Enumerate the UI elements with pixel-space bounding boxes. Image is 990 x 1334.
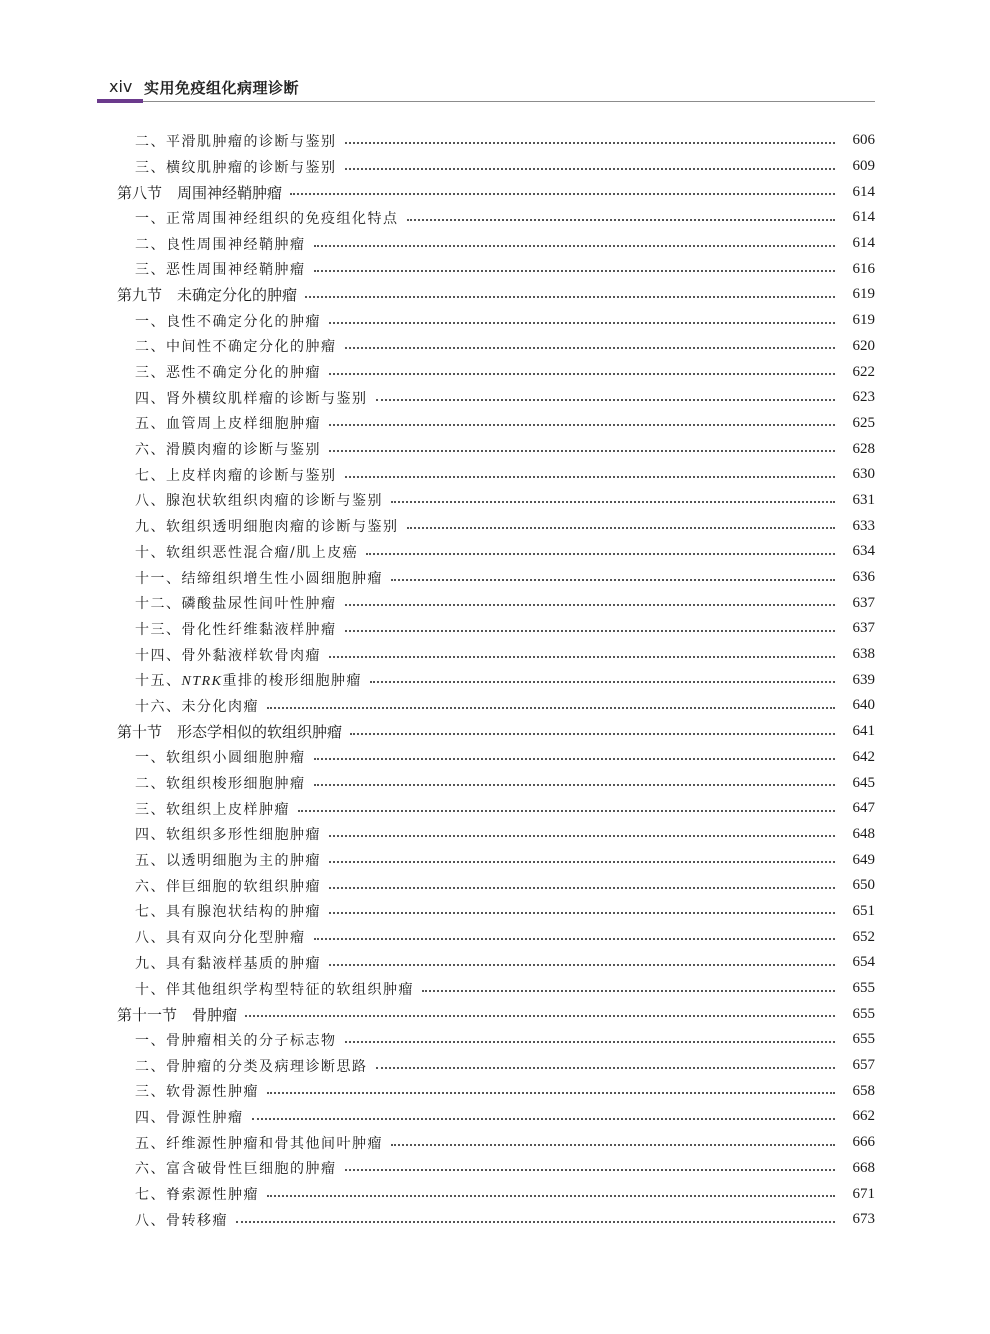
toc-entry-label: 四、肾外横纹肌样瘤的诊断与鉴别 (117, 388, 376, 408)
toc-entry-label: 四、软组织多形性细胞肿瘤 (117, 824, 329, 844)
toc-entry-label: 二、良性周围神经鞘肿瘤 (117, 234, 314, 254)
dot-leader (245, 1015, 835, 1017)
toc-subsection-entry[interactable] (117, 513, 875, 539)
toc-entry-label: 六、伴巨细胞的软组织肿瘤 (117, 876, 329, 896)
toc-page-number: 654 (852, 954, 875, 971)
toc-subsection-entry[interactable] (117, 436, 875, 462)
toc-subsection-entry[interactable] (117, 1053, 875, 1079)
toc-subsection-entry[interactable] (117, 1027, 875, 1053)
dot-leader (329, 835, 835, 837)
toc-subsection-entry[interactable] (117, 899, 875, 925)
table-of-contents (0, 128, 990, 1233)
toc-section-entry[interactable] (117, 719, 875, 745)
toc-subsection-entry[interactable] (117, 693, 875, 719)
dot-leader (236, 1221, 835, 1223)
toc-entry-label: 十一、结缔组织增生性小圆细胞肿瘤 (117, 568, 391, 588)
toc-page-number: 614 (852, 235, 875, 252)
dot-leader (329, 450, 835, 452)
toc-entry-label: 八、具有双向分化型肿瘤 (117, 927, 314, 947)
toc-section-entry[interactable] (117, 1001, 875, 1027)
dot-leader (314, 758, 836, 760)
toc-entry-label: 七、具有腺泡状结构的肿瘤 (117, 901, 329, 921)
toc-subsection-entry[interactable] (117, 976, 875, 1002)
toc-entry-label: 十、软组织恶性混合瘤/肌上皮癌 (117, 542, 366, 562)
toc-page-number: 616 (852, 260, 875, 277)
toc-page-number: 623 (852, 389, 875, 406)
toc-page-number: 634 (852, 543, 875, 560)
toc-subsection-entry[interactable] (117, 359, 875, 385)
toc-entry-label: 三、横纹肌肿瘤的诊断与鉴别 (117, 157, 345, 177)
dot-leader (329, 373, 835, 375)
dot-leader (329, 861, 835, 863)
toc-entry-label (117, 670, 370, 690)
dot-leader (267, 707, 835, 709)
toc-subsection-entry[interactable] (117, 411, 875, 437)
toc-subsection-entry[interactable] (117, 590, 875, 616)
toc-page-number: 630 (852, 466, 875, 483)
toc-subsection-entry[interactable] (117, 924, 875, 950)
toc-entry-label: 十三、骨化性纤维黏液样肿瘤 (117, 619, 345, 639)
toc-subsection-entry[interactable] (117, 256, 875, 282)
dot-leader (298, 810, 835, 812)
toc-page-number: 671 (852, 1185, 875, 1202)
toc-entry-label: 三、软骨源性肿瘤 (117, 1081, 267, 1101)
dot-leader (290, 193, 835, 195)
toc-page-number: 640 (852, 697, 875, 714)
toc-subsection-entry[interactable] (117, 128, 875, 154)
dot-leader (345, 630, 836, 632)
toc-entry-label: 九、软组织透明细胞肉瘤的诊断与鉴别 (117, 516, 407, 536)
dot-leader (391, 579, 835, 581)
toc-page-number: 668 (852, 1159, 875, 1176)
toc-page-number: 650 (852, 877, 875, 894)
dot-leader (391, 1144, 835, 1146)
dot-leader (345, 476, 836, 478)
toc-entry-label: 第十一节 骨肿瘤 (117, 1004, 245, 1025)
toc-subsection-entry[interactable] (117, 1181, 875, 1207)
toc-entry-label: 五、纤维源性肿瘤和骨其他间叶肿瘤 (117, 1133, 391, 1153)
dot-leader (370, 681, 835, 683)
toc-subsection-entry[interactable] (117, 873, 875, 899)
toc-entry-label: 一、良性不确定分化的肿瘤 (117, 311, 329, 331)
toc-entry-label: 第九节 未确定分化的肿瘤 (117, 284, 305, 305)
dot-leader (329, 964, 835, 966)
toc-subsection-entry[interactable] (117, 1207, 875, 1233)
toc-entry-label: 七、上皮样肉瘤的诊断与鉴别 (117, 465, 345, 485)
dot-leader (345, 168, 836, 170)
toc-page-number: 628 (852, 440, 875, 457)
toc-subsection-entry[interactable] (117, 745, 875, 771)
dot-leader (305, 296, 835, 298)
dot-leader (314, 245, 836, 247)
toc-page-number: 622 (852, 363, 875, 380)
toc-page-number: 642 (852, 748, 875, 765)
toc-section-entry[interactable] (117, 282, 875, 308)
toc-entry-label-italic: NTRK (181, 674, 223, 690)
dot-leader (314, 270, 836, 272)
toc-page-number: 619 (852, 312, 875, 329)
toc-page-number: 673 (852, 1211, 875, 1228)
toc-entry-label: 九、具有黏液样基质的肿瘤 (117, 953, 329, 973)
toc-page-number: 647 (852, 800, 875, 817)
dot-leader (422, 990, 835, 992)
dot-leader (350, 733, 835, 735)
dot-leader (376, 1067, 836, 1069)
dot-leader (407, 219, 836, 221)
book-title: 实用免疫组化病理诊断 (144, 79, 300, 97)
toc-page-number: 614 (852, 183, 875, 200)
toc-entry-label: 二、平滑肌肿瘤的诊断与鉴别 (117, 131, 345, 151)
toc-subsection-entry[interactable] (117, 231, 875, 257)
toc-subsection-entry[interactable] (117, 616, 875, 642)
toc-page-number: 609 (852, 158, 875, 175)
dot-leader (329, 656, 835, 658)
toc-page-number: 662 (852, 1108, 875, 1125)
toc-page-number: 620 (852, 337, 875, 354)
toc-entry-label: 二、软组织梭形细胞肿瘤 (117, 773, 314, 793)
toc-page-number: 658 (852, 1082, 875, 1099)
dot-leader (329, 322, 835, 324)
dot-leader (407, 527, 836, 529)
toc-subsection-entry[interactable] (117, 1078, 875, 1104)
toc-page-number: 619 (852, 286, 875, 303)
toc-subsection-entry[interactable] (117, 488, 875, 514)
toc-page-number: 657 (852, 1057, 875, 1074)
toc-page-number: 641 (852, 723, 875, 740)
toc-subsection-entry[interactable] (117, 334, 875, 360)
toc-subsection-entry[interactable] (117, 950, 875, 976)
toc-subsection-entry[interactable] (117, 1104, 875, 1130)
toc-entry-label: 五、以透明细胞为主的肿瘤 (117, 850, 329, 870)
page-number: xiv (109, 77, 133, 96)
toc-page-number: 652 (852, 928, 875, 945)
toc-entry-label-suffix: 重排的梭形细胞肿瘤 (222, 673, 363, 690)
toc-entry-label: 十四、骨外黏液样软骨肉瘤 (117, 645, 329, 665)
toc-page-number: 648 (852, 825, 875, 842)
dot-leader (267, 1195, 835, 1197)
toc-page-number: 625 (852, 414, 875, 431)
dot-leader (391, 501, 835, 503)
toc-entry-label: 一、软组织小圆细胞肿瘤 (117, 747, 314, 767)
toc-entry-label: 六、富含破骨性巨细胞的肿瘤 (117, 1158, 345, 1178)
header-rule (143, 101, 875, 102)
toc-subsection-entry[interactable] (117, 205, 875, 231)
running-header (97, 72, 877, 102)
toc-entry-label: 十二、磷酸盐尿性间叶性肿瘤 (117, 593, 345, 613)
toc-entry-label: 六、滑膜肉瘤的诊断与鉴别 (117, 439, 329, 459)
dot-leader (314, 938, 836, 940)
toc-subsection-entry[interactable] (117, 462, 875, 488)
toc-entry-label: 十、伴其他组织学构型特征的软组织肿瘤 (117, 979, 422, 999)
toc-page-number: 606 (852, 132, 875, 149)
toc-entry-label: 一、正常周围神经组织的免疫组化特点 (117, 208, 407, 228)
toc-section-entry[interactable] (117, 179, 875, 205)
toc-subsection-entry[interactable] (117, 822, 875, 848)
dot-leader (252, 1118, 836, 1120)
toc-entry-label: 八、骨转移瘤 (117, 1210, 236, 1230)
toc-entry-label: 二、骨肿瘤的分类及病理诊断思路 (117, 1056, 376, 1076)
toc-entry-label: 八、腺泡状软组织肉瘤的诊断与鉴别 (117, 490, 391, 510)
header-accent-bar (97, 99, 143, 103)
toc-page-number: 631 (852, 491, 875, 508)
dot-leader (366, 553, 835, 555)
toc-entry-label: 十六、未分化肉瘤 (117, 696, 267, 716)
dot-leader (329, 424, 835, 426)
dot-leader (376, 399, 836, 401)
toc-page-number: 639 (852, 671, 875, 688)
toc-subsection-entry[interactable] (117, 1130, 875, 1156)
toc-entry-label: 四、骨源性肿瘤 (117, 1107, 252, 1127)
toc-subsection-entry[interactable] (117, 308, 875, 334)
toc-page-number: 655 (852, 1005, 875, 1022)
toc-page-number: 655 (852, 980, 875, 997)
dot-leader (314, 784, 836, 786)
dot-leader (345, 1169, 836, 1171)
dot-leader (345, 1041, 836, 1043)
toc-subsection-entry[interactable] (117, 154, 875, 180)
toc-subsection-entry[interactable] (117, 385, 875, 411)
toc-entry-label: 二、中间性不确定分化的肿瘤 (117, 336, 345, 356)
dot-leader (329, 912, 835, 914)
dot-leader (345, 604, 836, 606)
toc-entry-label: 五、血管周上皮样细胞肿瘤 (117, 413, 329, 433)
toc-entry-label: 一、骨肿瘤相关的分子标志物 (117, 1030, 345, 1050)
dot-leader (345, 142, 836, 144)
toc-entry-label: 第十节 形态学相似的软组织肿瘤 (117, 721, 350, 742)
toc-page-number: 645 (852, 774, 875, 791)
toc-page-number: 637 (852, 594, 875, 611)
toc-page-number: 636 (852, 569, 875, 586)
dot-leader (345, 347, 836, 349)
toc-subsection-entry[interactable] (117, 667, 875, 693)
toc-subsection-entry[interactable] (117, 770, 875, 796)
toc-page-number: 651 (852, 902, 875, 919)
toc-subsection-entry[interactable] (117, 565, 875, 591)
toc-page-number: 655 (852, 1031, 875, 1048)
toc-subsection-entry[interactable] (117, 796, 875, 822)
toc-entry-label: 七、脊索源性肿瘤 (117, 1184, 267, 1204)
toc-page-number: 633 (852, 517, 875, 534)
toc-page-number: 637 (852, 620, 875, 637)
toc-page-number: 649 (852, 851, 875, 868)
toc-subsection-entry[interactable] (117, 642, 875, 668)
toc-entry-label: 第八节 周围神经鞘肿瘤 (117, 182, 290, 203)
toc-page-number: 614 (852, 209, 875, 226)
toc-subsection-entry[interactable] (117, 539, 875, 565)
toc-subsection-entry[interactable] (117, 1156, 875, 1182)
dot-leader (267, 1092, 835, 1094)
toc-page-number: 666 (852, 1134, 875, 1151)
toc-entry-label: 三、恶性周围神经鞘肿瘤 (117, 259, 314, 279)
toc-subsection-entry[interactable] (117, 847, 875, 873)
toc-entry-label: 三、软组织上皮样肿瘤 (117, 799, 298, 819)
dot-leader (329, 887, 835, 889)
toc-entry-label-prefix: 十五、 (135, 673, 182, 690)
toc-entry-label: 三、恶性不确定分化的肿瘤 (117, 362, 329, 382)
toc-page-number: 638 (852, 646, 875, 663)
